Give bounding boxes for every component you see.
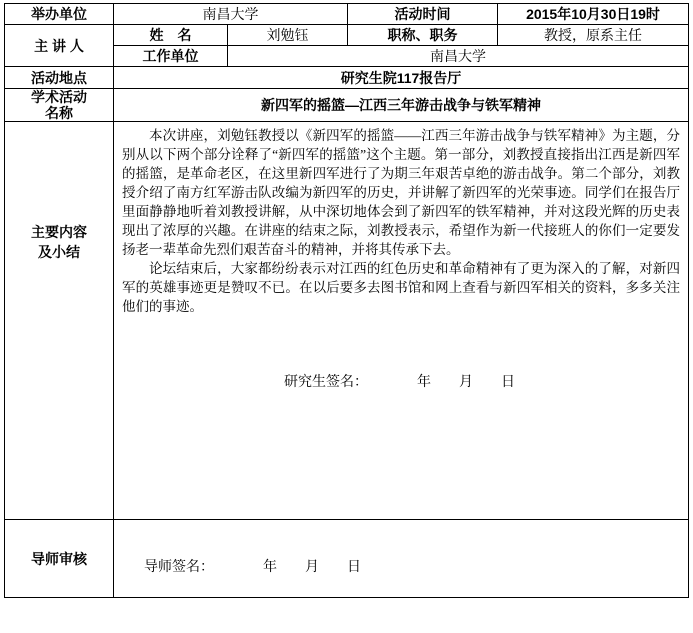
speaker-label: 主 讲 人 <box>5 25 114 67</box>
speaker-unit-value: 南昌大学 <box>228 46 689 67</box>
row-tutor-review <box>5 520 689 598</box>
speaker-name-label: 姓 名 <box>114 25 228 46</box>
summary-label <box>5 122 114 520</box>
row-location <box>5 67 689 89</box>
row-organizer <box>5 4 689 25</box>
speaker-unit-label: 工作单位 <box>114 46 228 67</box>
summary-content <box>114 122 689 520</box>
row-activity-name <box>5 89 689 122</box>
summary-label-line2: 及小结 <box>38 244 80 260</box>
summary-paragraph-1: 本次讲座，刘勉钰教授以《新四军的摇篮——江西三年游击战争与铁军精神》为主题，分别从以下两个部分诠释了“新四军的摇篮”这个主题。第一部分，刘教授直接指出江西是新四军的摇篮，是革命老区，在这里新四军进行了为期三年艰苦卓绝的游击战争。第二个部分，刘教授介绍了南方红军游击队改编为新四军的历史，并讲解了新四军的光荣事迹。同学们在报告厅里面静静地听着刘教授讲解，从中深切地体会到了新四军的铁军精神，并对这段光辉的历史表现出了浓厚的兴趣。在讲座的结束之际，刘教授表示，希望作为新一代接班人的你们一定要发扬老一辈革命先烈们艰苦奋斗的精神，并将其传承下去。 <box>122 128 680 257</box>
activity-name-label-line2: 名称 <box>45 105 73 121</box>
speaker-name-value: 刘勉钰 <box>228 25 348 46</box>
row-speaker-name <box>5 25 689 46</box>
student-signature-line: 研究生签名： 年 月 日 <box>284 375 515 390</box>
row-summary <box>5 122 689 520</box>
tutor-signature-line: 导师签名： 年 月 日 <box>144 559 361 575</box>
org-value: 南昌大学 <box>114 4 348 25</box>
speaker-title-value: 教授，原系主任 <box>498 25 689 46</box>
activity-name-label-line1: 学术活动 <box>31 89 87 105</box>
academic-activity-record-form <box>4 3 689 598</box>
speaker-title-label: 职称、职务 <box>348 25 498 46</box>
org-label: 举办单位 <box>5 4 114 25</box>
tutor-review-label: 导师审核 <box>5 520 114 598</box>
tutor-review-content <box>114 520 689 598</box>
activity-name-label <box>5 89 114 122</box>
activity-name-value: 新四军的摇篮—江西三年游击战争与铁军精神 <box>114 89 689 122</box>
location-label: 活动地点 <box>5 67 114 89</box>
time-value: 2015年10月30日19时 <box>498 4 689 25</box>
summary-label-line1: 主要内容 <box>31 224 87 240</box>
time-label: 活动时间 <box>348 4 498 25</box>
location-value: 研究生院117报告厅 <box>114 67 689 89</box>
summary-paragraph-2: 论坛结束后，大家都纷纷表示对江西的红色历史和革命精神有了更为深入的了解，对新四军的英雄事迹更是赞叹不已。在以后要多去图书馆和网上查看与新四军相关的资料，多多关注他们的事迹。 <box>122 261 680 314</box>
